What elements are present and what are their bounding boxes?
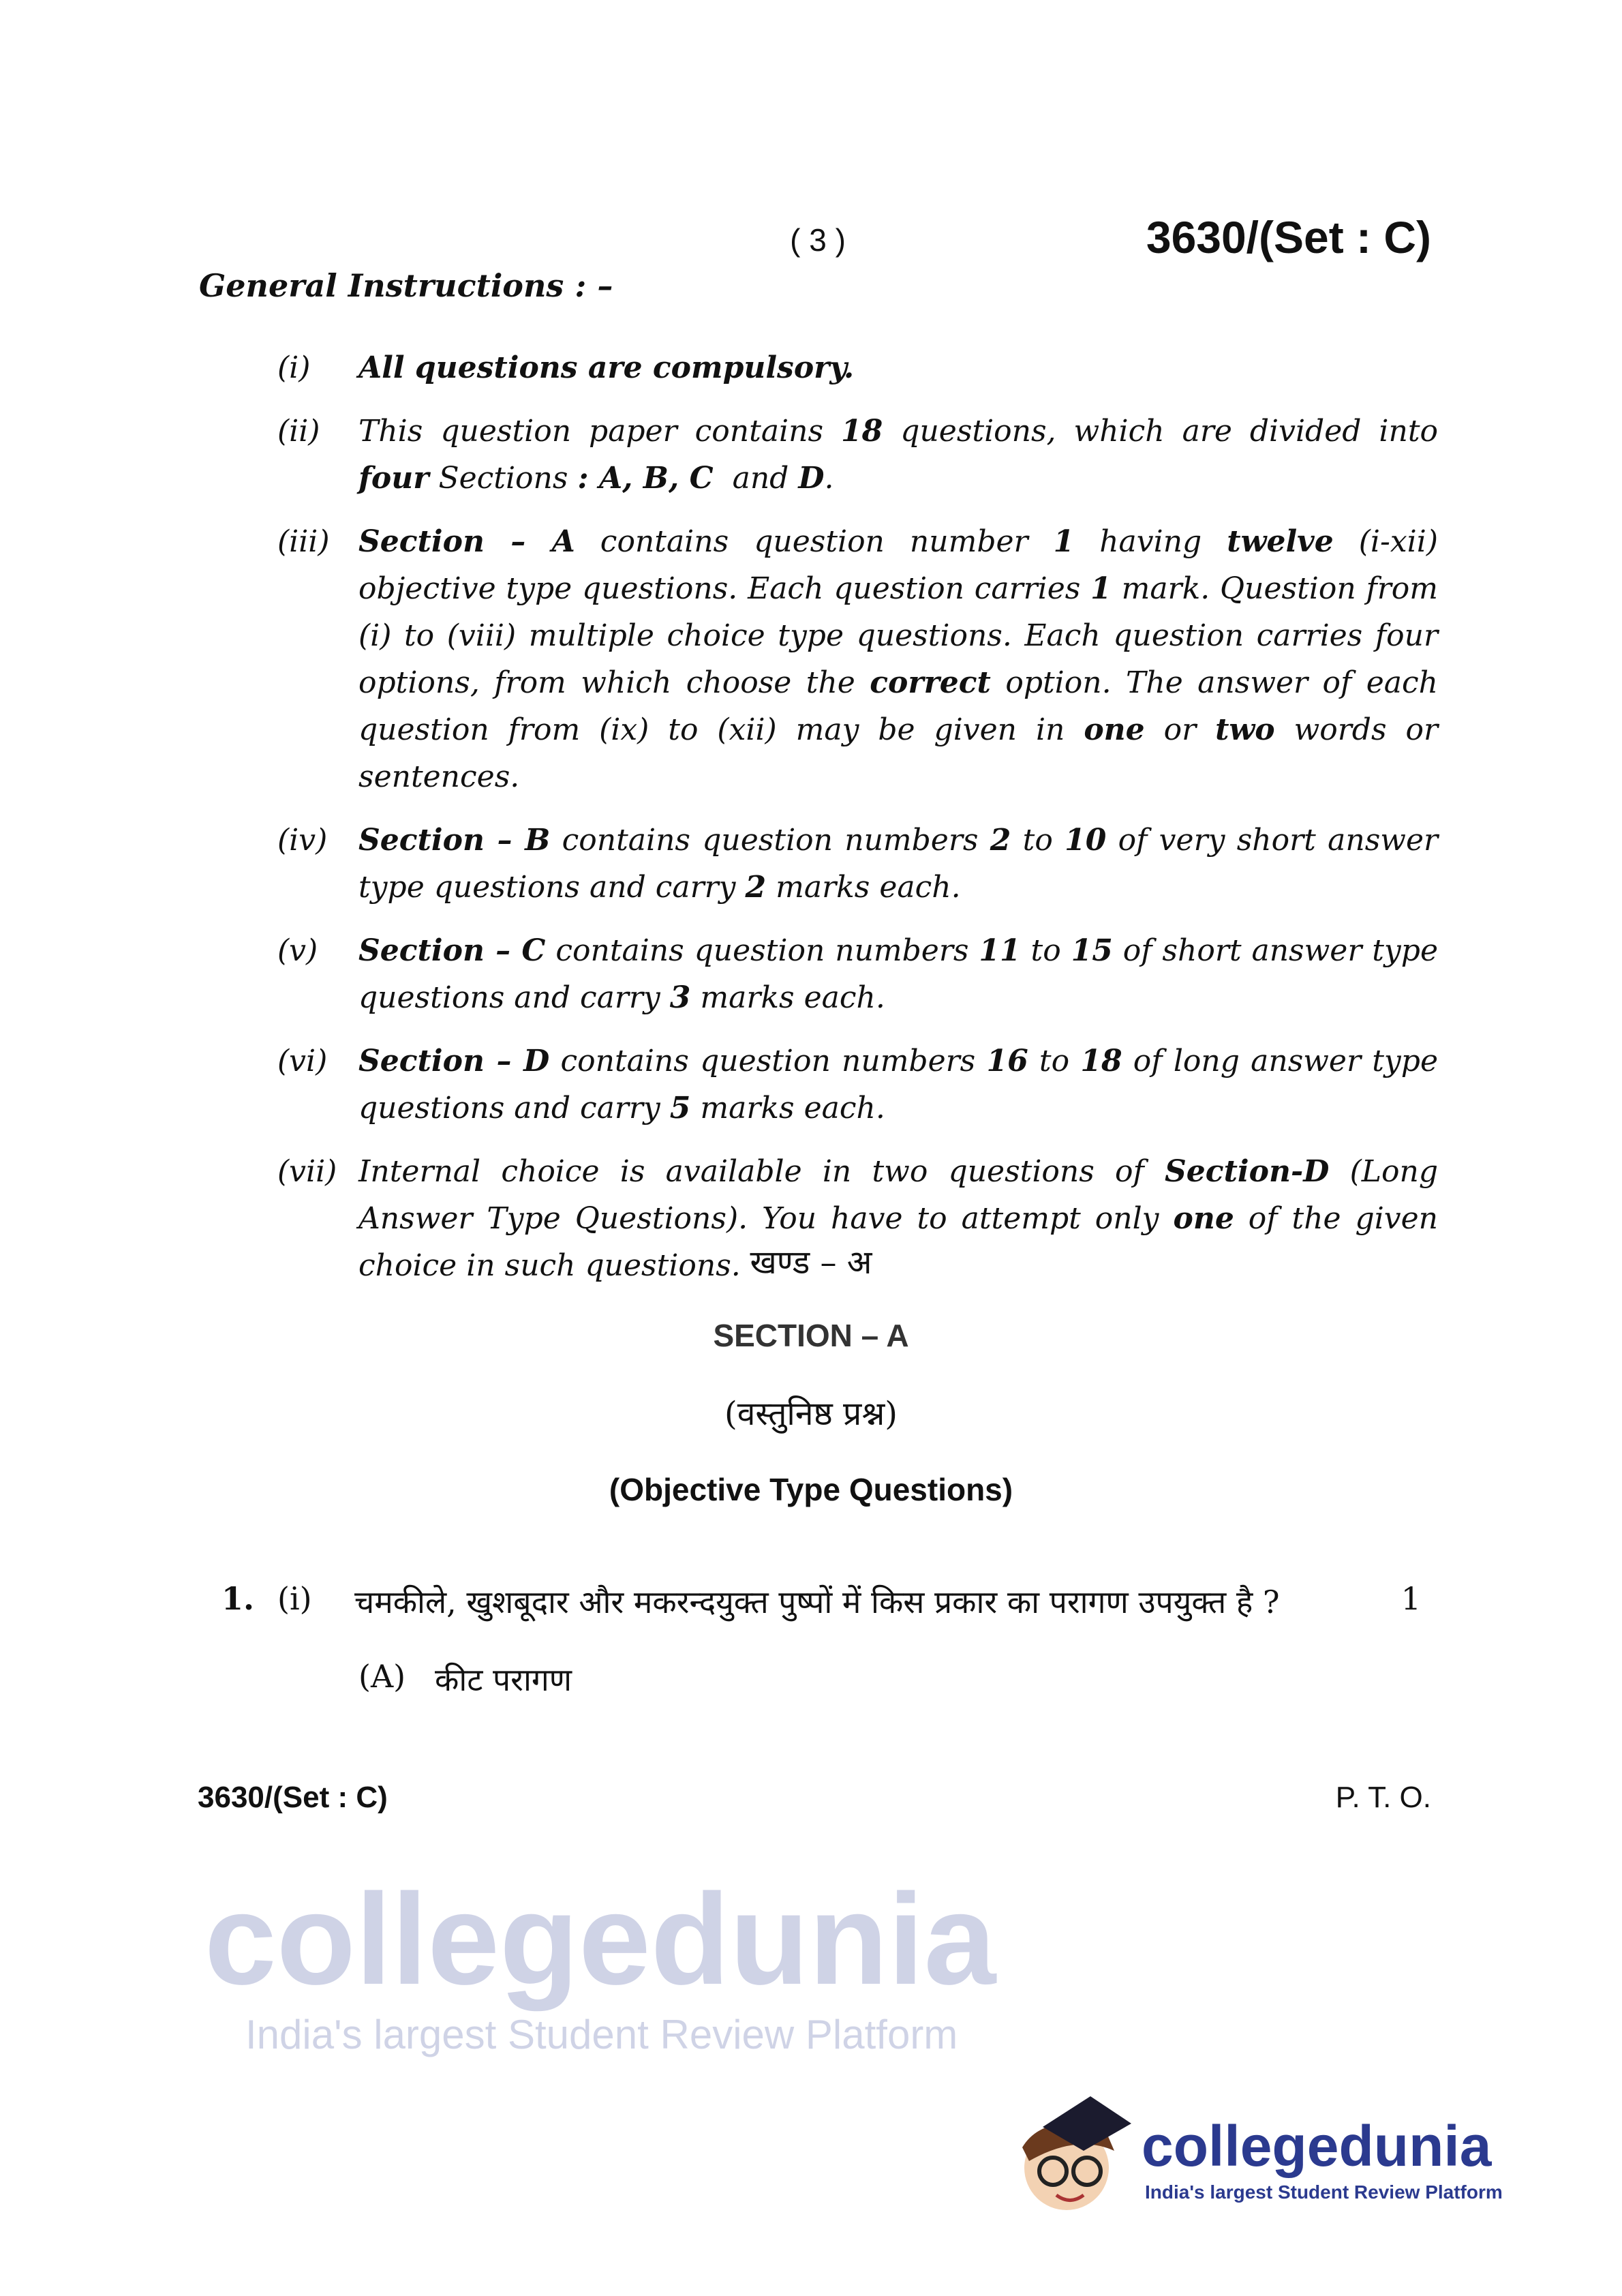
watermark-brand: collegedunia bbox=[204, 1867, 996, 2012]
page-number: ( 3 ) bbox=[790, 222, 846, 258]
option-label: (A) bbox=[358, 1658, 406, 1695]
section-hindi-subtitle: (वस्तुनिष्ठ प्रश्न) bbox=[724, 1395, 898, 1433]
instruction-text: Internal choice is available in two questions of Section-D (Long Answer Type Questions). You have to attempt only one of the given choice in such questions. bbox=[358, 1154, 1438, 1283]
question-number: 1. bbox=[221, 1580, 255, 1617]
instruction-item bbox=[277, 1038, 1438, 1132]
question-sub-number: (i) bbox=[277, 1580, 312, 1617]
option-text: कीट परागण bbox=[435, 1661, 572, 1698]
section-subtitle: (Objective Type Questions) bbox=[609, 1472, 1013, 1507]
question-row bbox=[221, 1580, 1421, 1622]
instruction-text: All questions are compulsory. bbox=[358, 350, 855, 385]
instruction-label: (iii) bbox=[277, 524, 330, 559]
instruction-item bbox=[277, 817, 1438, 911]
instruction-text: This question paper contains 18 questions, which are divided into four Sections : A, B, C and D. bbox=[358, 414, 1439, 496]
watermark-tagline: India's largest Student Review Platform bbox=[245, 2012, 958, 2057]
collegedunia-logo bbox=[1002, 2086, 1540, 2222]
instruction-label: (v) bbox=[277, 933, 318, 968]
question-text: चमकीले, खुशबूदार और मकरन्दयुक्त पुष्पों में किस प्रकार का परागण उपयुक्त है ? bbox=[354, 1584, 1280, 1620]
footer-pto: P. T. O. bbox=[1335, 1781, 1431, 1814]
section-title: SECTION – A bbox=[713, 1318, 909, 1353]
section-hindi-title: खण्ड – अ bbox=[750, 1243, 872, 1282]
instruction-label: (i) bbox=[277, 350, 311, 385]
instruction-text: Section – A contains question number 1 having twelve (i-xii) objective type questions. Each question carries 1 mark. Question from (i) to (viii) multiple choice type questions. Each question carries four options, from which choose the correct option. The answer of each question from (ix) to (xii) may be given in one or two words or sentences. bbox=[358, 524, 1438, 794]
instruction-item bbox=[277, 927, 1438, 1021]
instructions-title: General Instructions : – bbox=[199, 267, 613, 304]
watermark bbox=[204, 1868, 996, 2059]
instruction-label: (vi) bbox=[277, 1044, 328, 1078]
instruction-text: Section – D contains question numbers 16 to 18 of long answer type questions and carry 5 marks each. bbox=[358, 1044, 1438, 1126]
instruction-label: (ii) bbox=[277, 414, 320, 449]
question-marks: 1 bbox=[1401, 1580, 1421, 1617]
logo-tagline: India's largest Student Review Platform bbox=[1145, 2181, 1503, 2203]
instruction-item bbox=[277, 408, 1438, 502]
instruction-text: Section – C contains question numbers 11 to 15 of short answer type questions and carry 3 marks each. bbox=[358, 933, 1438, 1015]
mascot-icon bbox=[1002, 2086, 1138, 2222]
footer-paper-code: 3630/(Set : C) bbox=[198, 1781, 388, 1814]
instruction-label: (vii) bbox=[277, 1154, 337, 1189]
instruction-text: Section – B contains question numbers 2 to 10 of very short answer type questions and carry 2 marks each. bbox=[358, 823, 1439, 905]
instruction-item bbox=[277, 518, 1438, 800]
paper-code-header: 3630/(Set : C) bbox=[1146, 212, 1431, 262]
instruction-item bbox=[277, 344, 1438, 391]
instruction-label: (iv) bbox=[277, 823, 328, 858]
logo-brand: collegedunia bbox=[1142, 2114, 1492, 2178]
